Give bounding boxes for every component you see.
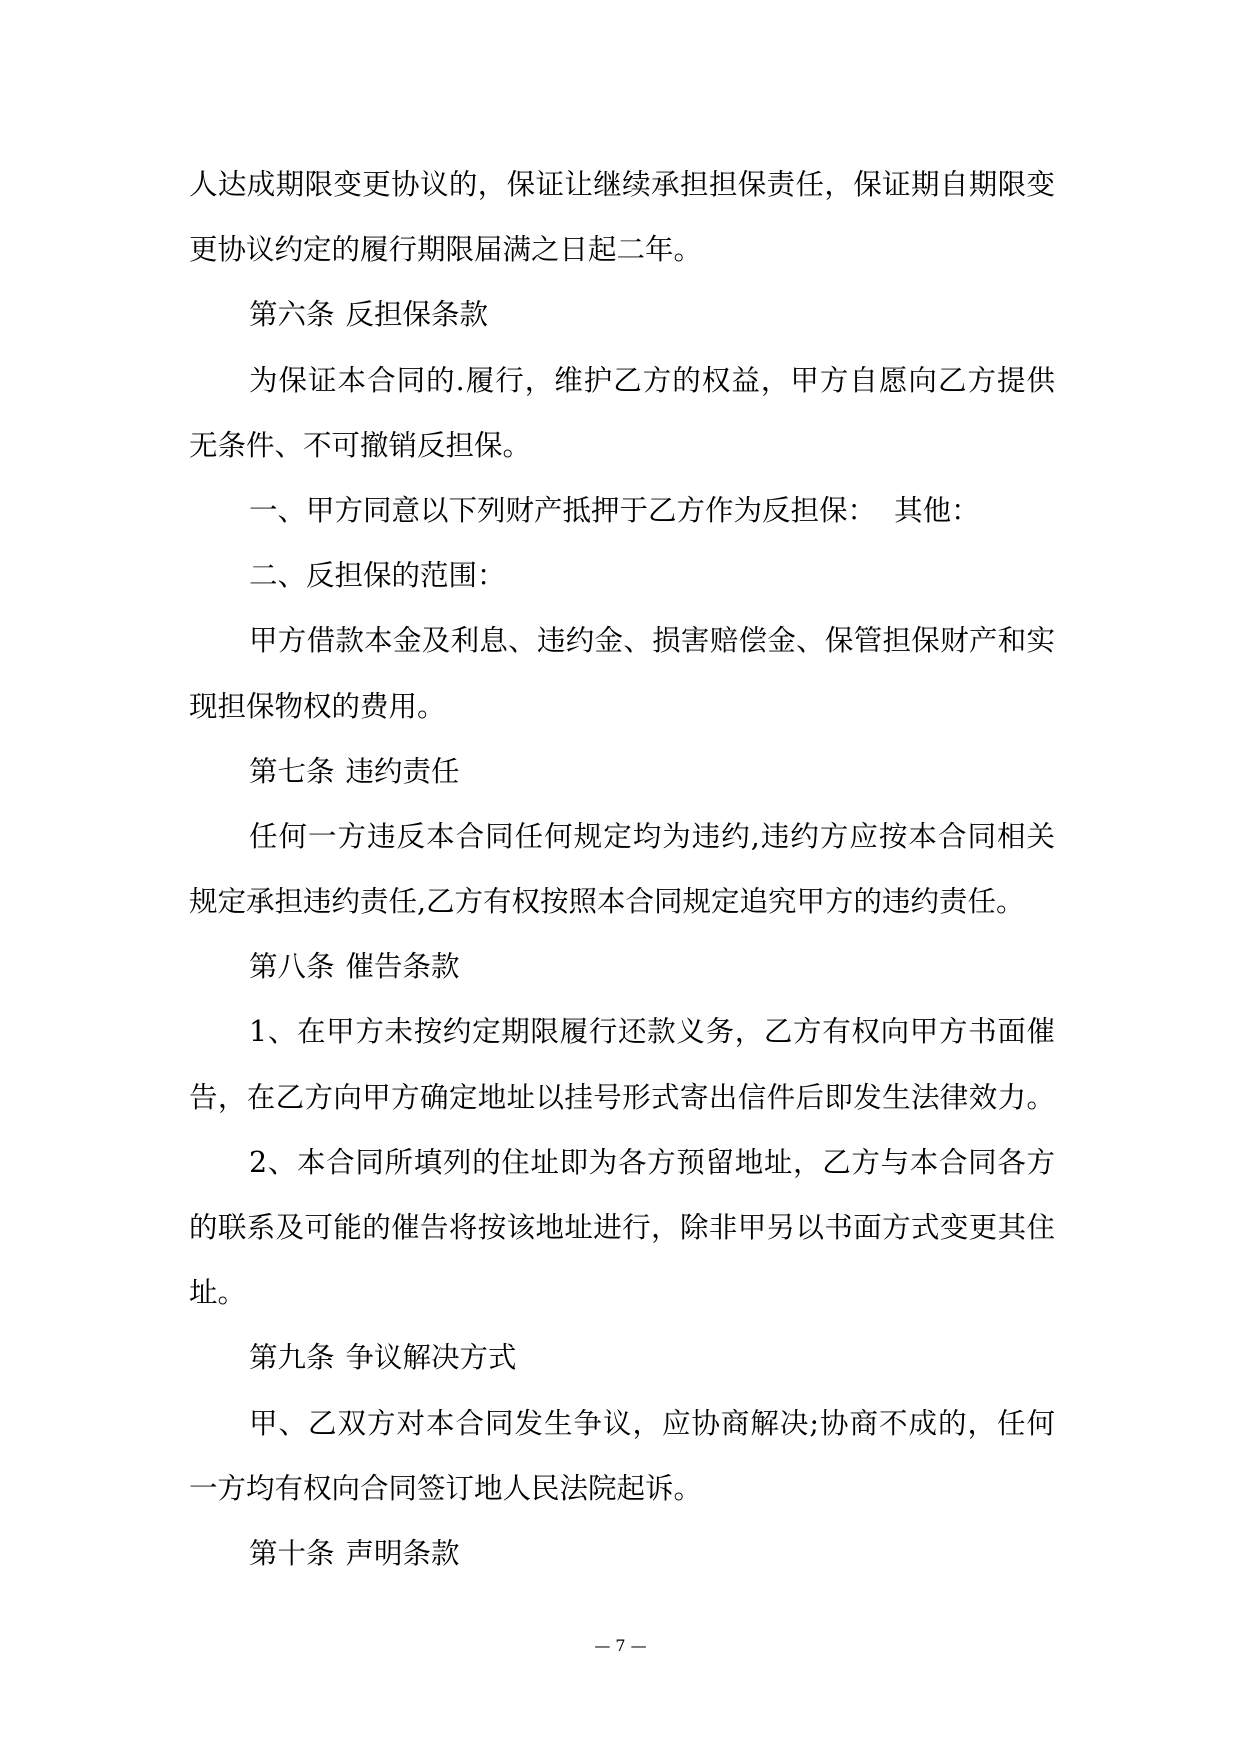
article-title: 催告条款 — [345, 950, 460, 984]
paragraph-line: 二、反担保的范围： — [249, 559, 506, 593]
paragraph-line: 的联系及可能的催告将按该地址进行，除非甲另以书面方式变更其住 — [189, 1211, 1055, 1244]
article-7 — [189, 739, 1055, 935]
article-8 — [189, 934, 1055, 1325]
article-number: 第七条 — [249, 754, 335, 788]
paragraph — [189, 804, 1055, 934]
page-number: — 7 — — [594, 1636, 647, 1655]
paragraph-line: 更协议约定的履行期限届满之日起二年。 — [189, 233, 703, 267]
paragraph — [189, 999, 1055, 1129]
article-6 — [189, 282, 1055, 738]
article-heading — [189, 1521, 1055, 1586]
paragraph-line: 现担保物权的费用。 — [189, 689, 446, 723]
paragraph-line: 规定承担违约责任,乙方有权按照本合同规定追究甲方的违约责任。 — [189, 885, 1025, 919]
paragraph-line: 1、在甲方未按约定期限履行还款义务，乙方有权向甲方书面催 — [249, 1015, 1055, 1049]
paragraph-line: 一方均有权向合同签订地人民法院起诉。 — [189, 1471, 703, 1505]
article-title: 声明条款 — [345, 1536, 460, 1570]
article-number: 第六条 — [249, 298, 335, 332]
article-heading — [189, 934, 1055, 999]
paragraph — [189, 608, 1055, 738]
article-title: 争议解决方式 — [345, 1341, 517, 1375]
paragraph — [189, 1130, 1055, 1326]
article-10 — [189, 1521, 1055, 1586]
document-body — [189, 152, 1055, 1586]
paragraph-line: 无条件、不可撤销反担保。 — [189, 428, 532, 462]
paragraph-line: 址。 — [189, 1276, 247, 1310]
article-number: 第八条 — [249, 950, 335, 984]
paragraph — [189, 348, 1055, 478]
paragraph — [189, 1391, 1055, 1521]
paragraph-line: 甲方借款本金及利息、违约金、损害赔偿金、保管担保财产和实 — [249, 624, 1055, 658]
article-number: 第十条 — [249, 1536, 335, 1570]
paragraph-line: 一、甲方同意以下列财产抵押于乙方作为反担保： 其他： — [249, 493, 980, 527]
article-title: 违约责任 — [345, 754, 460, 788]
article-title: 反担保条款 — [345, 298, 489, 332]
continued-paragraph — [189, 152, 1055, 282]
paragraph-line: 任何一方违反本合同任何规定均为违约,违约方应按本合同相关 — [249, 819, 1055, 853]
paragraph-line: 为保证本合同的.履行，维护乙方的权益，甲方自愿向乙方提供 — [249, 363, 1055, 397]
paragraph-line: 2、本合同所填列的住址即为各方预留地址，乙方与本合同各方 — [249, 1145, 1055, 1179]
article-heading — [189, 282, 1055, 347]
paragraph — [189, 543, 1055, 608]
article-heading — [189, 739, 1055, 804]
paragraph-line: 甲、乙双方对本合同发生争议，应协商解决;协商不成的，任何 — [249, 1406, 1055, 1440]
article-number: 第九条 — [249, 1341, 335, 1375]
article-9 — [189, 1325, 1055, 1521]
paragraph — [189, 478, 1055, 543]
article-heading — [189, 1325, 1055, 1390]
paragraph-line: 人达成期限变更协议的，保证让继续承担担保责任，保证期自期限变 — [189, 168, 1055, 201]
paragraph-line: 告，在乙方向甲方确定地址以挂号形式寄出信件后即发生法律效力。 — [189, 1080, 1055, 1114]
